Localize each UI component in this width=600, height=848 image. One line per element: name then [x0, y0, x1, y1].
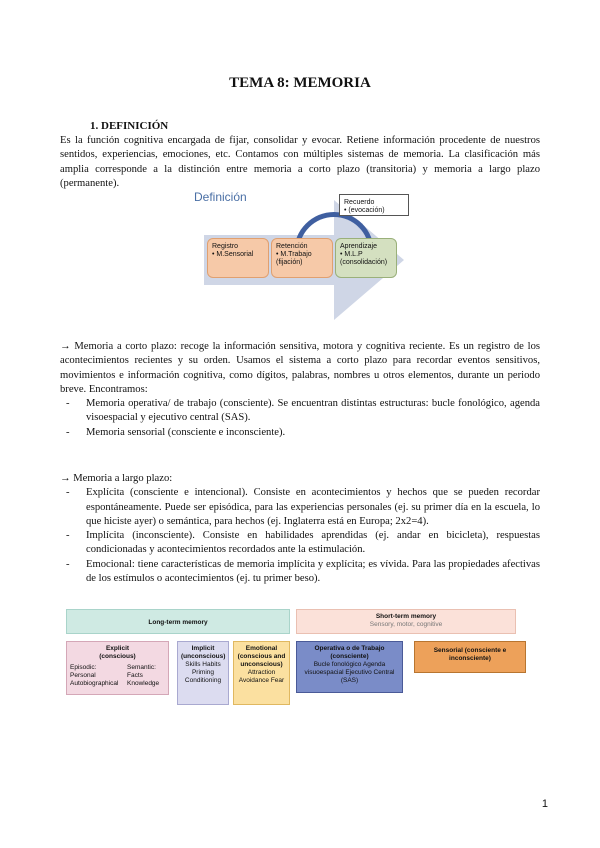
definition-diagram — [194, 190, 414, 310]
implicit-box — [177, 641, 229, 705]
episodic-text: Episodic: Personal Autobiographical — [70, 664, 119, 687]
retencion-sub: • M.Trabajo (fijación) — [276, 251, 312, 266]
recall-sub: • (evocación) — [344, 207, 385, 214]
aprendizaje-label: Aprendizaje — [340, 243, 377, 250]
registro-sub: • M.Sensorial — [212, 251, 254, 258]
stm-sub: Sensory, motor, cognitive — [369, 621, 443, 628]
diagram-title: Definición — [194, 190, 247, 204]
long-term-intro: → Memoria a largo plazo: — [60, 473, 173, 484]
page-title: TEMA 8: MEMORIA — [229, 75, 371, 91]
retencion-label: Retención — [276, 243, 308, 250]
list-item: - Emocional: tiene características de memoria implícita y explícita; es vívida. Para las propiedades afectivas de los estímulos o acontecimientos (ej. tu primer beso). — [60, 558, 540, 587]
section-heading: 1. DEFINICIÓN — [90, 120, 169, 132]
explicit-label: Explicit (conscious) — [99, 645, 136, 660]
explicit-box — [66, 641, 169, 695]
list-item: - Explícita (consciente e intencional). Consiste en acontecimientos y hechos que se pueden recordar espontáneamente. Puede ser episódica, para las experiencias personales (ej. su primer día en la escuela, lo que hiciste ayer) o semántica, para hechos (ej. Inglaterra está en Europa; 2x2=4). — [60, 486, 540, 529]
emotional-label: Emotional (conscious and unconscious) — [237, 645, 286, 668]
recall-label: Recuerdo — [344, 199, 375, 206]
aprendizaje-sub: • M.L.P (consolidación) — [340, 251, 388, 266]
list-item: - Implícita (inconsciente). Consiste en habilidades aprendidas (ej. andar en bicicleta), respuestas condicionadas y acontecimientos recordados ante la estimulación. — [60, 529, 540, 558]
emotional-box — [233, 641, 290, 705]
operativa-items: Bucle fonológico Agenda visuoespacial Ejecutivo Central (SAS) — [304, 661, 395, 684]
intro-paragraph: Es la función cognitiva encargada de fijar, consolidar y evocar. Retiene información procedente de nuestros sentidos, experiencias, emociones, etc. Contamos con múltiples sistemas de memoria. La clasificación más amplia corresponde a la distinción entre memoria a corto plazo (transitoria) y memoria a largo plazo (permanente). — [60, 135, 540, 189]
semantic-text: Semantic: Facts Knowledge — [127, 664, 160, 687]
short-term-intro: → Memoria a corto plazo: recoge la información sensitiva, motora y cognitiva reciente. Es un registro de los acontecimientos recientes y su orden. Usamos el sistema a corto plazo para recordar eventos sensitivos, movimientos e información cognitiva, como dígitos, palabras, nombres u otros elementos, durante un periodo breve. Encontramos: — [60, 341, 540, 395]
registro-label: Registro — [212, 243, 239, 250]
list-item: - Memoria operativa/ de trabajo (consciente). Se encuentran distintas estructuras: bucle fonológico, agenda visoespacial y ejecutivo central (SAS). — [60, 397, 540, 426]
sensorial-box: Sensorial (consciente e inconsciente) — [414, 641, 526, 673]
short-term-section — [60, 340, 540, 440]
implicit-items: Skills Habits Priming Conditioning — [184, 661, 222, 684]
ltm-header: Long-term memory — [66, 609, 290, 634]
stm-header — [296, 609, 516, 634]
stm-label: Short-term memory — [375, 613, 437, 620]
operativa-box — [296, 641, 403, 693]
emotional-items: Attraction Avoidance Fear — [238, 669, 285, 684]
retencion-box — [271, 238, 333, 278]
long-term-section — [60, 472, 540, 586]
registro-box — [207, 238, 269, 278]
memory-types-diagram — [66, 609, 546, 709]
operativa-label: Operativa o de Trabajo (consciente) — [314, 645, 385, 660]
implicit-label: Implicit (unconscious) — [181, 645, 226, 660]
recall-box — [339, 194, 409, 216]
aprendizaje-box — [335, 238, 397, 278]
list-item: - Memoria sensorial (consciente e inconsciente). — [60, 426, 540, 440]
page-number: 1 — [541, 798, 548, 810]
